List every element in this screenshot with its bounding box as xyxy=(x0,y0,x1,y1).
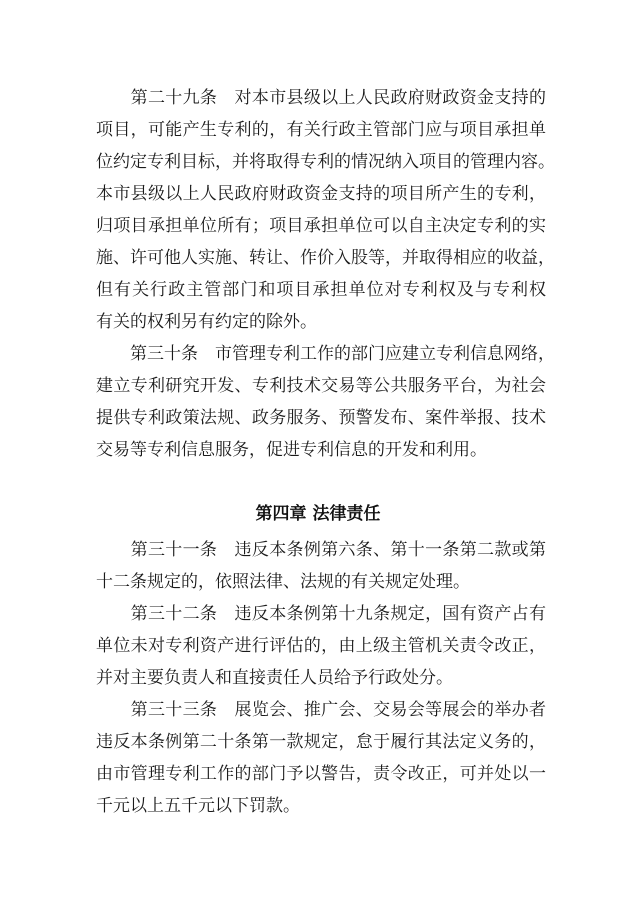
article-32-line-3: 并对主要负责人和直接责任人员给予行政处分。 xyxy=(96,668,453,688)
article-30-line-1: 第三十条 市管理专利工作的部门应建立专利信息网络， xyxy=(96,344,555,364)
article-29-line-5: 归项目承担单位所有；项目承担单位可以自主决定专利的实 xyxy=(96,216,546,236)
article-33-line-1: 第三十三条 展览会、推广会、交易会等展会的举办者 xyxy=(96,700,546,720)
article-32-line-2: 单位未对专利资产进行评估的，由上级主管机关责令改正， xyxy=(96,636,546,656)
article-31-line-1: 第三十一条 违反本条例第六条、第十一条第二款或第 xyxy=(96,540,546,560)
article-29-line-8: 有关的权利另有约定的除外。 xyxy=(96,312,317,332)
article-32-line-1: 第三十二条 违反本条例第十九条规定，国有资产占有 xyxy=(96,604,546,624)
article-29-line-1: 第二十九条 对本市县级以上人民政府财政资金支持的 xyxy=(96,88,546,108)
article-29-line-4: 本市县级以上人民政府财政资金支持的项目所产生的专利， xyxy=(96,184,546,204)
article-29-line-7: 但有关行政主管部门和项目承担单位对专利权及与专利权 xyxy=(96,280,546,300)
article-29-line-6: 施、许可他人实施、转让、作价入股等，并取得相应的收益， xyxy=(96,248,555,268)
article-30-line-2: 建立专利研究开发、专利技术交易等公共服务平台，为社会 xyxy=(96,376,546,396)
article-33-line-3: 由市管理专利工作的部门予以警告，责令改正，可并处以一 xyxy=(96,764,546,784)
article-30-line-4: 交易等专利信息服务，促进专利信息的开发和利用。 xyxy=(96,440,487,460)
article-31-line-2: 十二条规定的，依照法律、法规的有关规定处理。 xyxy=(96,572,470,592)
chapter-4-heading: 第四章 法律责任 xyxy=(255,504,381,524)
article-29-line-2: 项目，可能产生专利的，有关行政主管部门应与项目承担单 xyxy=(96,120,546,140)
article-33-line-4: 千元以上五千元以下罚款。 xyxy=(96,796,300,816)
article-30-line-3: 提供专利政策法规、政务服务、预警发布、案件举报、技术 xyxy=(96,408,546,428)
article-33-line-2: 违反本条例第二十条第一款规定，怠于履行其法定义务的， xyxy=(96,732,546,752)
article-29-line-3: 位约定专利目标，并将取得专利的情况纳入项目的管理内容。 xyxy=(96,152,555,172)
